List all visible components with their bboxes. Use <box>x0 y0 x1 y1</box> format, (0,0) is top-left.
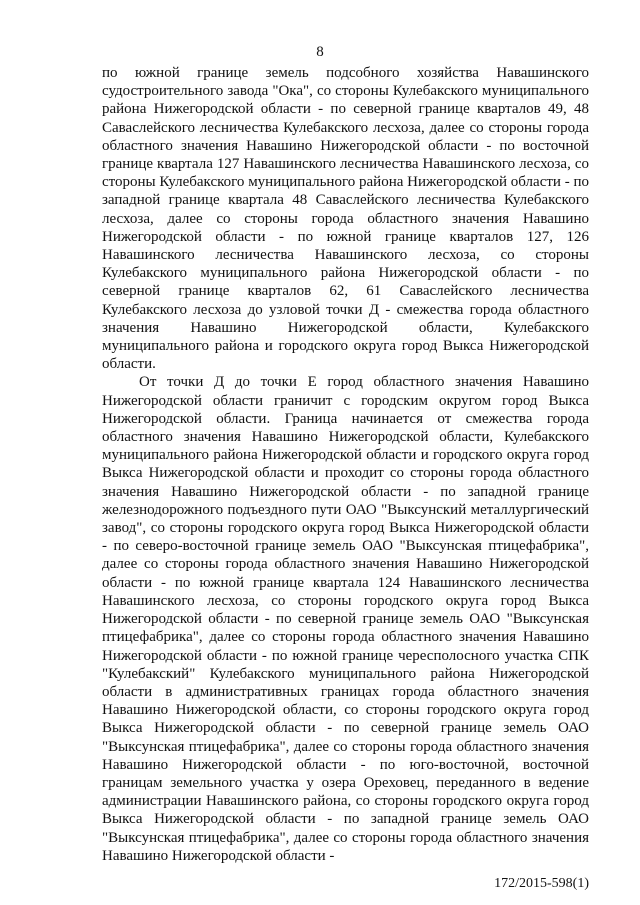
page-number: 8 <box>316 44 324 60</box>
paragraph-continued: по южной границе земель подсобного хозяйства Навашинского судостроительного завода "Ока", со стороны Кулебакского муниципального района Нижегородской области - по северной границе кварталов 49, 48 Саваслейского лесничества Кулебакского лесхоза, далее со стороны города областного значения Навашино Нижегородской области - по восточной границе квартала 127 Навашинского лесничества Навашинского лесхоза, со стороны Кулебакского муниципального района Нижегородской области - по западной границе квартала 48 Саваслейского лесничества Кулебакского лесхоза, далее со стороны города областного значения Навашино Нижегородской области - по южной границе кварталов 127, 126 Навашинского лесничества Навашинского лесхоза, со стороны Кулебакского муниципального района Нижегородской области - по северной границе кварталов 62, 61 Саваслейского лесничества Кулебакского лесхоза до узловой точки Д - смежества города областного значения Навашино Нижегородской области, Кулебакского муниципального района и городского округа город Выкса Нижегородской области. <box>102 65 589 373</box>
paragraph-point-d-to-e: От точки Д до точки Е город областного значения Навашино Нижегородской области граничит с городским округом город Выкса Нижегородской области. Граница начинается от смежества города областного значения Навашино Нижегородской области, Кулебакского муниципального района Нижегородской области и городского округа город Выкса Нижегородской области и проходит со стороны города областного значения Навашино Нижегородской области - по западной границе железнодорожного подъездного пути ОАО "Выксунский металлургический завод", со стороны городского округа город Выкса Нижегородской области - по северо-восточной границе земель ОАО "Выксунская птицефабрика", далее со стороны города областного значения Навашино Нижегородской области - по южной границе квартала 124 Навашинского лесничества Навашинского лесхоза, со стороны городского округа город Выкса Нижегородской области - по северной границе земель ОАО "Выксунская птицефабрика", далее со стороны города областного значения Навашино Нижегородской области - по южной границе чересполосного участка СПК "Кулебакский" Кулебакского муниципального района Нижегородской области в административных границах города областного значения Навашино Нижегородской области, со стороны городского округа город Выкса Нижегородской области - по северной границе земель ОАО "Выксунская птицефабрика", далее со стороны города областного значения Навашино Нижегородской области - по юго-восточной, восточной границам земельного участка у озера Ореховец, переданного в ведение администрации Навашинского района, со стороны городского округа город Выкса Нижегородской области - по западной границе земель ОАО "Выксунская птицефабрика", далее со стороны города областного значения Навашино Нижегородской области - <box>102 374 589 864</box>
document-footer-code: 172/2015-598(1) <box>494 876 589 891</box>
document-body <box>102 64 589 865</box>
